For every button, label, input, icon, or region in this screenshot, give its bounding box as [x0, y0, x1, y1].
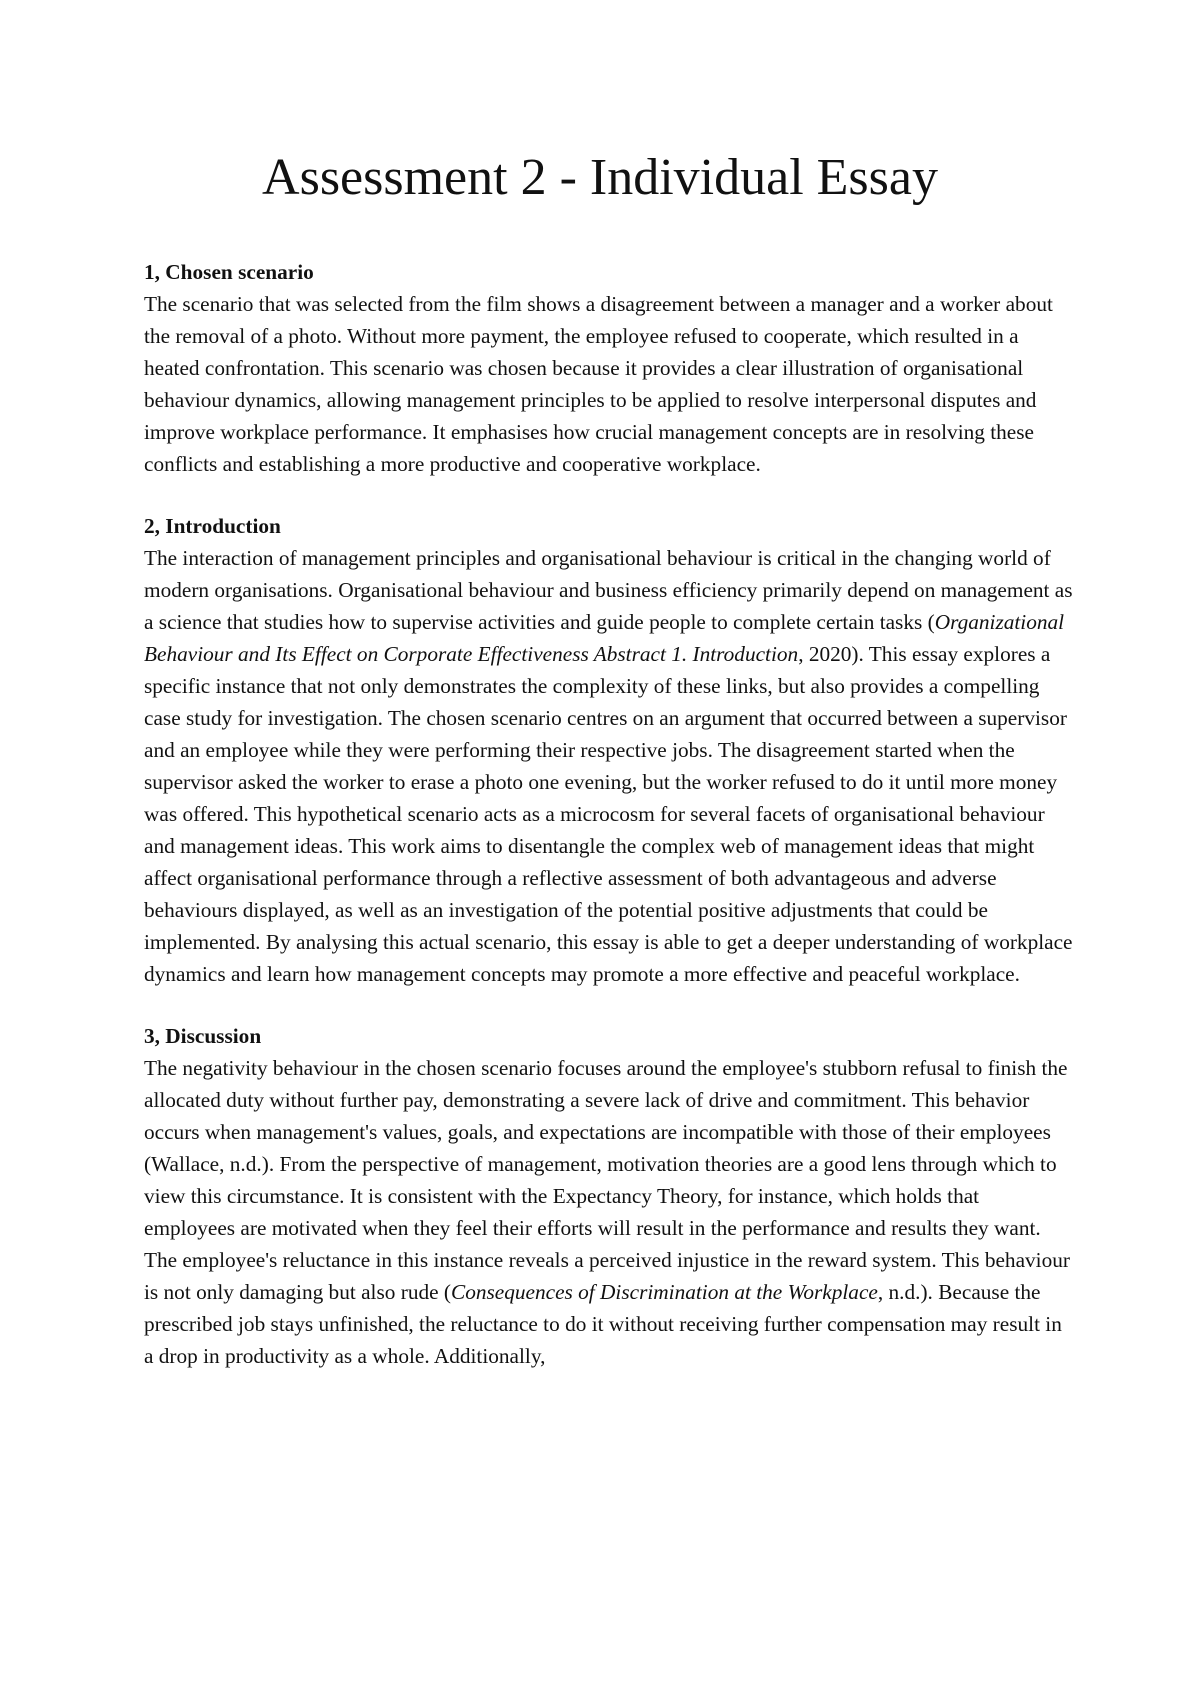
section-heading: 2, Introduction — [144, 514, 281, 538]
section-discussion — [144, 1020, 1074, 1372]
section-heading: 3, Discussion — [144, 1024, 262, 1048]
section-paragraph: The scenario that was selected from the film shows a disagreement between a manager and a worker about the removal of a photo. Without more payment, the employee refused to cooperate, which resulted in a heated confrontation. This scenario was chosen because it provides a clear illustration of organisational behaviour dynamics, allowing management principles to be applied to resolve interpersonal disputes and improve workplace performance. It emphasises how crucial management concepts are in resolving these conflicts and establishing a more productive and cooperative workplace. — [144, 292, 1053, 476]
section-paragraph — [144, 1052, 1074, 1372]
paragraph-text: , n.d.). Because the prescribed job stays unfinished, the reluctance to do it without receiving further compensation may result in a drop in productivity as a whole. Additionally, — [144, 1280, 1062, 1368]
citation-title: Organizational Behaviour and Its Effect on Corporate Effectiveness Abstract 1. Introduction — [144, 610, 1065, 666]
citation-title: Consequences of Discrimination at the Workplace — [451, 1280, 878, 1304]
section-heading: 1, Chosen scenario — [144, 260, 314, 284]
paragraph-text: , 2020). This essay explores a specific instance that not only demonstrates the complexity of these links, but also provides a compelling case study for investigation. The chosen scenario centres on an argument that occurred between a supervisor and an employee while they were performing their respective jobs. The disagreement started when the supervisor asked the worker to erase a photo one evening, but the worker refused to do it until more money was offered. This hypothetical scenario acts as a microcosm for several facets of organisational behaviour and management ideas. This work aims to disentangle the complex web of management ideas that might affect organisational performance through a reflective assessment of both advantageous and adverse behaviours displayed, as well as an investigation of the potential positive adjustments that could be implemented. By analysing this actual scenario, this essay is able to get a deeper understanding of workplace dynamics and learn how management concepts may promote a more effective and peaceful workplace. — [144, 642, 1073, 986]
section-paragraph — [144, 542, 1074, 990]
paragraph-text: The interaction of management principles and organisational behaviour is critical in the changing world of modern organisations. Organisational behaviour and business efficiency primarily depend on management as a science that studies how to supervise activities and guide people to complete certain tasks ( — [144, 546, 1073, 634]
document-title: Assessment 2 - Individual Essay — [262, 149, 938, 206]
section-introduction — [144, 510, 1074, 990]
document-body — [144, 256, 1074, 1402]
section-chosen-scenario — [144, 256, 1074, 480]
paragraph-text: The negativity behaviour in the chosen scenario focuses around the employee's stubborn refusal to finish the allocated duty without further pay, demonstrating a severe lack of drive and commitment. This behavior occurs when management's values, goals, and expectations are incompatible with those of their employees (Wallace, n.d.). From the perspective of management, motivation theories are a good lens through which to view this circumstance. It is consistent with the Expectancy Theory, for instance, which holds that employees are motivated when they feel their efforts will result in the performance and results they want. The employee's reluctance in this instance reveals a perceived injustice in the reward system. This behaviour is not only damaging but also rude ( — [144, 1056, 1070, 1304]
